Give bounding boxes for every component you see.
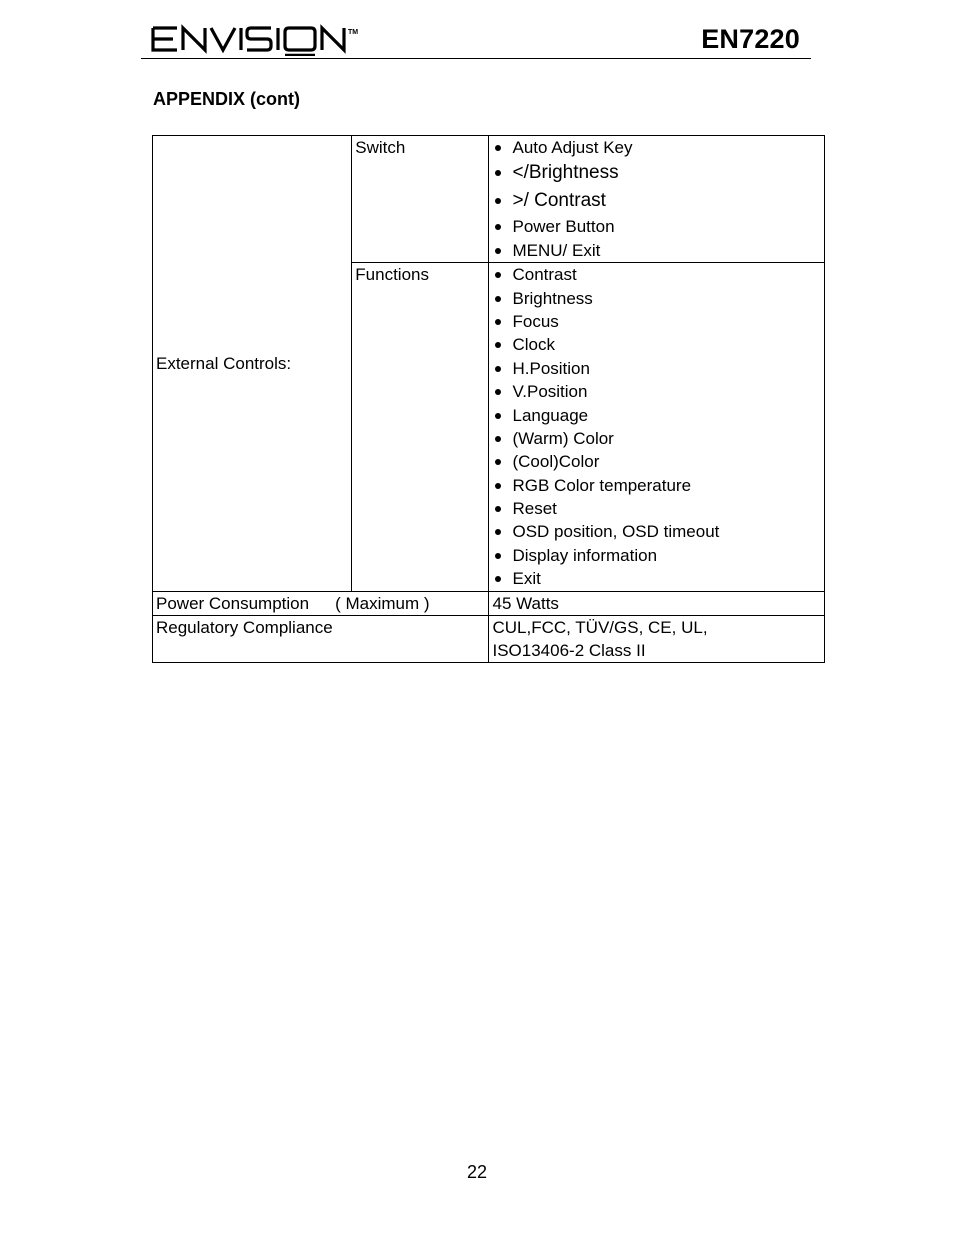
power-qualifier: ( Maximum ) <box>335 593 430 613</box>
list-item: Contrast <box>492 263 821 286</box>
spec-table <box>152 135 825 663</box>
regulatory-compliance-value <box>489 615 825 662</box>
bullet-icon <box>495 170 501 176</box>
power-consumption-value: 45 Watts <box>489 591 825 615</box>
page-header <box>141 18 811 59</box>
table-row <box>153 615 825 662</box>
bullet-icon <box>495 198 501 204</box>
list-item: Power Button <box>492 215 821 238</box>
power-consumption-label: Power Consumption <box>156 593 310 613</box>
bullet-icon <box>495 319 501 325</box>
table-row <box>153 136 825 263</box>
page-number: 22 <box>466 1162 488 1182</box>
bullet-icon <box>495 296 501 302</box>
list-item: Language <box>492 404 821 427</box>
bullet-icon <box>495 506 501 512</box>
bullet-icon <box>495 342 501 348</box>
bullet-icon <box>495 272 501 278</box>
bullet-icon <box>495 413 501 419</box>
functions-items-cell <box>489 263 825 591</box>
functions-label: Functions <box>352 263 489 591</box>
envision-logo <box>151 22 371 56</box>
switch-items-cell <box>489 136 825 263</box>
regulatory-compliance-label: Regulatory Compliance <box>153 615 489 662</box>
switch-label: Switch <box>352 136 489 263</box>
envision-logo-graphic <box>151 22 371 56</box>
list-item: Focus <box>492 310 821 333</box>
regulatory-value-line: CUL,FCC, TÜV/GS, CE, UL, <box>492 617 708 637</box>
list-item: (Warm) Color <box>492 427 821 450</box>
bullet-icon <box>495 436 501 442</box>
list-item: OSD position, OSD timeout <box>492 520 821 543</box>
bullet-icon <box>495 248 501 254</box>
list-item: Auto Adjust Key <box>492 136 821 159</box>
power-consumption-label-cell <box>153 591 489 615</box>
switch-list <box>492 136 821 262</box>
section-title: APPENDIX (cont) <box>153 89 301 109</box>
bullet-icon <box>495 576 501 582</box>
table-row <box>153 591 825 615</box>
bullet-icon <box>495 483 501 489</box>
bullet-icon <box>495 389 501 395</box>
list-item: H.Position <box>492 357 821 380</box>
list-item: V.Position <box>492 380 821 403</box>
list-item: (Cool)Color <box>492 450 821 473</box>
bullet-icon <box>495 145 501 151</box>
list-item: RGB Color temperature <box>492 474 821 497</box>
list-item: Brightness <box>492 287 821 310</box>
bullet-icon <box>495 553 501 559</box>
list-item: MENU/ Exit <box>492 239 821 262</box>
list-item: Clock <box>492 333 821 356</box>
external-controls-label: External Controls: <box>153 136 352 592</box>
bullet-icon <box>495 224 501 230</box>
bullet-icon <box>495 529 501 535</box>
list-item: >/ Contrast <box>492 187 821 215</box>
list-item: </Brightness <box>492 159 821 187</box>
bullet-icon <box>495 459 501 465</box>
model-number: EN7220 <box>701 24 800 54</box>
svg-text:TM: TM <box>348 29 359 36</box>
list-item: Exit <box>492 567 821 590</box>
regulatory-value-line: ISO13406-2 Class II <box>492 640 646 660</box>
list-item: Display information <box>492 544 821 567</box>
functions-list <box>492 263 821 590</box>
list-item: Reset <box>492 497 821 520</box>
bullet-icon <box>495 366 501 372</box>
